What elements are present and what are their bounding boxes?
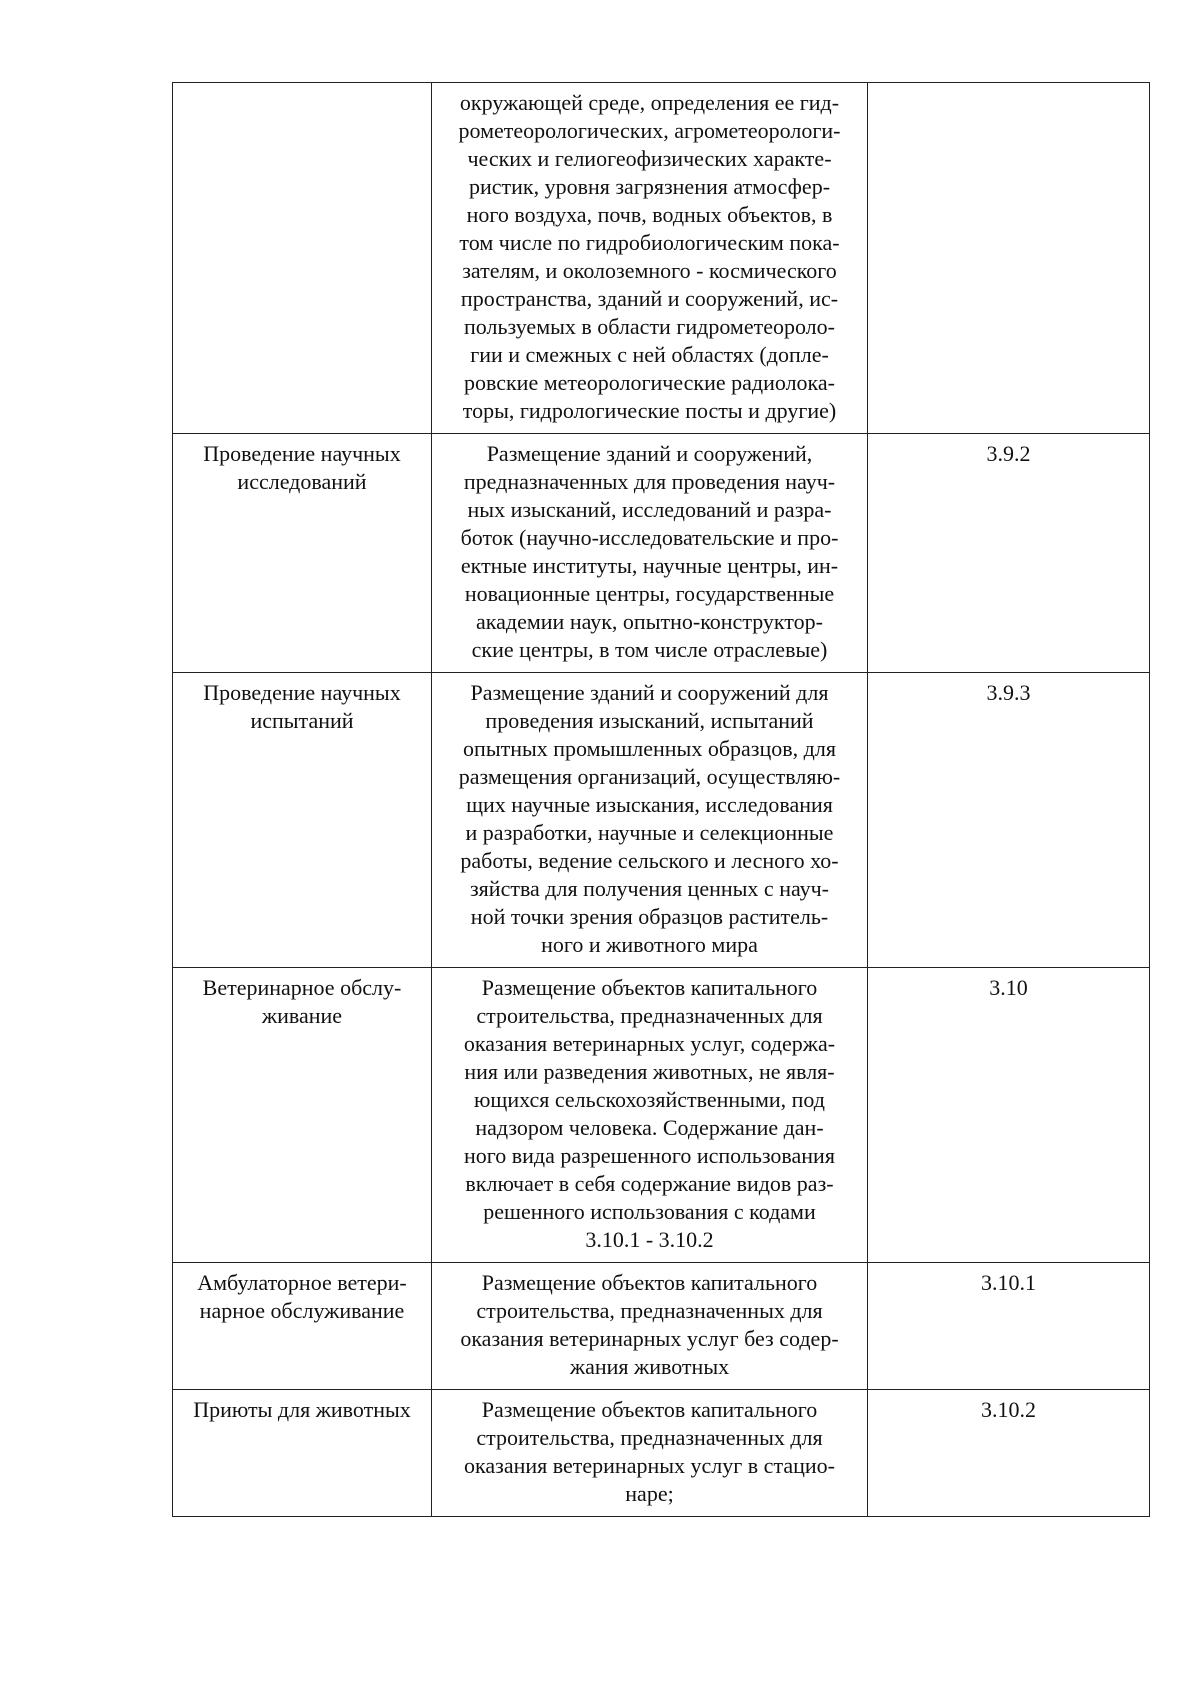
use-name-cell	[173, 1390, 432, 1517]
use-code: 3.9.2	[986, 441, 1031, 466]
use-name-cell	[173, 968, 432, 1263]
use-description: окружающей среде, определения ее гид- рометеорологических, агрометеорологи- ческих и гелиогеофизических характе- ристик, уровня загрязнения атмосфер- ного воздуха, почв, водных объектов, в том числе по гидробиологическим пока- зателям, и околоземного - космического пространства, зданий и сооружений, ис- пользуемых в области гидрометеороло- гии и смежных с ней областях (допле- ровские метеорологические радиолока- торы, гидрологические посты и другие)	[458, 90, 841, 423]
use-name-cell	[173, 1263, 432, 1390]
use-name-cell	[173, 83, 432, 434]
use-name: Проведение научных исследований	[203, 441, 401, 494]
use-name: Приюты для животных	[193, 1397, 411, 1422]
table-row	[173, 83, 1150, 434]
use-description-cell	[432, 1390, 868, 1517]
use-description-cell	[432, 434, 868, 673]
table-row	[173, 1390, 1150, 1517]
use-description-cell	[432, 673, 868, 968]
use-description-cell	[432, 1263, 868, 1390]
use-code-cell	[868, 1390, 1150, 1517]
use-code: 3.10.2	[981, 1397, 1036, 1422]
use-name-cell	[173, 434, 432, 673]
use-description: Размещение объектов капитального строительства, предназначенных для оказания ветеринарных услуг в стацио- наре;	[464, 1397, 835, 1506]
use-name: Ветеринарное обслу- живание	[202, 975, 402, 1028]
use-name: Проведение научных испытаний	[203, 680, 401, 733]
use-description: Размещение объектов капитального строительства, предназначенных для оказания ветеринарных услуг без содер- жания животных	[460, 1270, 839, 1379]
use-code-cell	[868, 83, 1150, 434]
use-code: 3.10	[989, 975, 1028, 1000]
land-use-table	[172, 82, 1150, 1517]
use-description-cell	[432, 968, 868, 1263]
table-row	[173, 673, 1150, 968]
use-code: 3.9.3	[986, 680, 1031, 705]
use-description-cell	[432, 83, 868, 434]
table-row	[173, 1263, 1150, 1390]
use-code-cell	[868, 968, 1150, 1263]
use-code-cell	[868, 434, 1150, 673]
use-description: Размещение объектов капитального строительства, предназначенных для оказания ветеринарных услуг, содержа- ния или разведения животных, не явля- ющихся сельскохозяйственными, под надзором человека. Содержание дан- ного вида разрешенного использования включает в себя содержание видов раз- решенного использования с кодами 3.10.1 - 3.10.2	[463, 975, 836, 1252]
use-code: 3.10.1	[981, 1270, 1036, 1295]
use-code-cell	[868, 673, 1150, 968]
use-name-cell	[173, 673, 432, 968]
table-row	[173, 968, 1150, 1263]
use-name: Амбулаторное ветери- нарное обслуживание	[197, 1270, 407, 1323]
use-description: Размещение зданий и сооружений, предназначенных для проведения науч- ных изысканий, исследований и разра- боток (научно-исследовательские и про- ектные институты, научные центры, ин- новационные центры, государственные академии наук, опытно-конструктор- ские центры, в том числе отраслевые)	[460, 441, 839, 662]
use-description: Размещение зданий и сооружений для проведения изысканий, испытаний опытных промышленных образцов, для размещения организаций, осуществляю- щих научные изыскания, исследования и разработки, научные и селекционные работы, ведение сельского и лесного хо- зяйства для получения ценных с науч- ной точки зрения образцов раститель- ного и животного мира	[458, 680, 841, 957]
use-code-cell	[868, 1263, 1150, 1390]
table-row	[173, 434, 1150, 673]
